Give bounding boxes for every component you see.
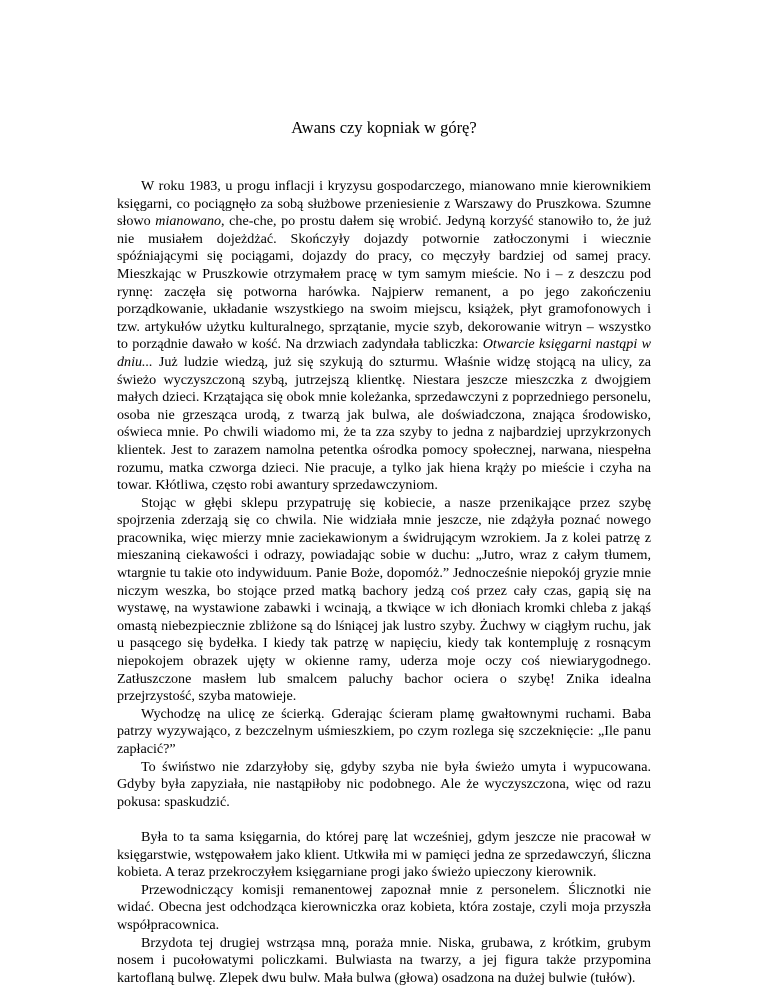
paragraph-1-text-a: W roku 1983, u progu inflacji i kryzysu gospodarczego, mianowano mnie kierownikiem księgarni, co pociągnęło za sobą służbowe przeniesienie z Warszawy do Pruszkowa. Szumne słowo bbox=[117, 178, 651, 230]
paragraph-1-italic-a: mianowano bbox=[155, 213, 222, 230]
document-body bbox=[117, 178, 651, 987]
paragraph-1-text-b: , che-che, po prostu dałem się wrobić. Jedyną korzyść stanowiło to, że już nie musiałem dojeżdżać. Skończyły dojazdy potwornie zatłoczonymi i wiecznie spóźniającymi się pociągami, dojazdy do pracy, co męczyły bardziej od samej pracy. Mieszkając w Pruszkowie otrzymałem pracę w tym samym mieście. No i – z deszczu pod rynnę: zaczęła się potworna harówka. Najpierw remanent, a po jego zakończeniu porządkowanie, układanie wszystkiego na swoim miejscu, książek, płyt gramofonowych i tzw. artykułów użytku kulturalnego, sprzątanie, mycie szyb, dekorowanie witryn – wszystko to porządnie dawało w kość. Na drzwiach zadyndała tabliczka: bbox=[117, 213, 651, 353]
paragraph-1 bbox=[117, 178, 651, 495]
paragraph-7: Brzydota tej drugiej wstrząsa mną, poraża mnie. Niska, grubawa, z krótkim, grubym nosem i pucołowatymi policzkami. Bulwiasta na twarzy, a jej figura także przypomina kartoflaną bulwę. Zlepek dwu bulw. Mała bulwa (głowa) osadzona na dużej bulwie (tułów). bbox=[117, 934, 651, 986]
paragraph-3: Wychodzę na ulicę ze ścierką. Gderając ścieram plamę gwałtownymi ruchami. Baba patrzy wyzywająco, z bezczelnym uśmieszkiem, po czym rozlega się szczeknięcie: „Ile panu zapłacić?” bbox=[117, 705, 651, 757]
document-title: Awans czy kopniak w górę? bbox=[291, 118, 477, 137]
paragraph-1-italic-b: Otwarcie księgarni nastąpi w dniu... bbox=[117, 336, 651, 370]
paragraph-1-text-c: Już ludzie wiedzą, już się szykują do szturmu. Właśnie widzę stojącą na ulicy, za świeżo wyczyszczoną szybą, jutrzejszą klientkę. Niestara jeszcze mieszczka z dwojgiem małych dzieci. Krzątająca się obok mnie koleżanka, sprzedawczyni z poprzedniego personelu, osoba nie grzesząca urodą, z twarzą jak bulwa, ale doświadczona, znająca środowisko, oświeca mnie. Po chwili wiadomo mi, że ta zza szyby to jedna z najbardziej uprzykrzonych klientek. Jest to zarazem namolna petentka ośrodka pomocy społecznej, narwana, niespełna rozumu, matka czworga dzieci. Nie pracuje, a tylko jak hiena krąży po mieście i czyha na towar. Kłótliwa, często robi awantury sprzedawczyniom. bbox=[117, 353, 651, 494]
paragraph-6: Przewodniczący komisji remanentowej zapoznał mnie z personelem. Ślicznotki nie widać. Obecna jest odchodząca kierowniczka oraz kobieta, która zostaje, czyli moja przyszła współpracownica. bbox=[117, 881, 651, 933]
paragraph-2: Stojąc w głębi sklepu przypatruję się kobiecie, a nasze przenikające przez szybę spojrzenia zderzają się co chwila. Nie widziała mnie jeszcze, nie zdążyła poznać nowego pracownika, więc mierzy mnie zaciekawionym a świdrującym wzrokiem. Ja z kolei patrzę z mieszaniną ciekawości i odrazy, powiadając sobie w duchu: „Jutro, wraz z całym tłumem, wtargnie tu takie oto indywiduum. Panie Boże, dopomóż.” Jednocześnie niepokój gryzie mnie niczym weszka, bo stojące przed matką bachory jedzą coś przez cały czas, gapią się na wystawę, na wystawione zabawki i wcinają, a tkwiące w ich dłoniach kromki chleba z jakąś omastą niebezpiecznie zbliżone są do lśniącej jak lustro szyby. Żuchwy w ciągłym ruchu, jak u pasącego się bydełka. I kiedy tak patrzę w napięciu, kiedy tak kontempluję z rosnącym niepokojem obrazek ujęty w okienne ramy, uderza moje oczy coś niewiarygodnego. Zatłuszczone masłem lub smalcem paluchy bachor ociera o szybę! Znika idealna przejrzystość, szyba matowieje. bbox=[117, 494, 651, 705]
paragraph-4: To świństwo nie zdarzyłoby się, gdyby szyba nie była świeżo umyta i wypucowana. Gdyby była zapyziała, nie nastąpiłoby nic podobnego. Ale że wyczyszczona, więc od razu pokusa: spaskudzić. bbox=[117, 758, 651, 810]
paragraph-5: Była to ta sama księgarnia, do której parę lat wcześniej, gdym jeszcze nie pracował w księgarstwie, wstępowałem jako klient. Utkwiła mi w pamięci jedna ze sprzedawczyń, śliczna kobieta. A teraz przekroczyłem księgarniane progi jako świeżo upieczony kierownik. bbox=[117, 828, 651, 881]
